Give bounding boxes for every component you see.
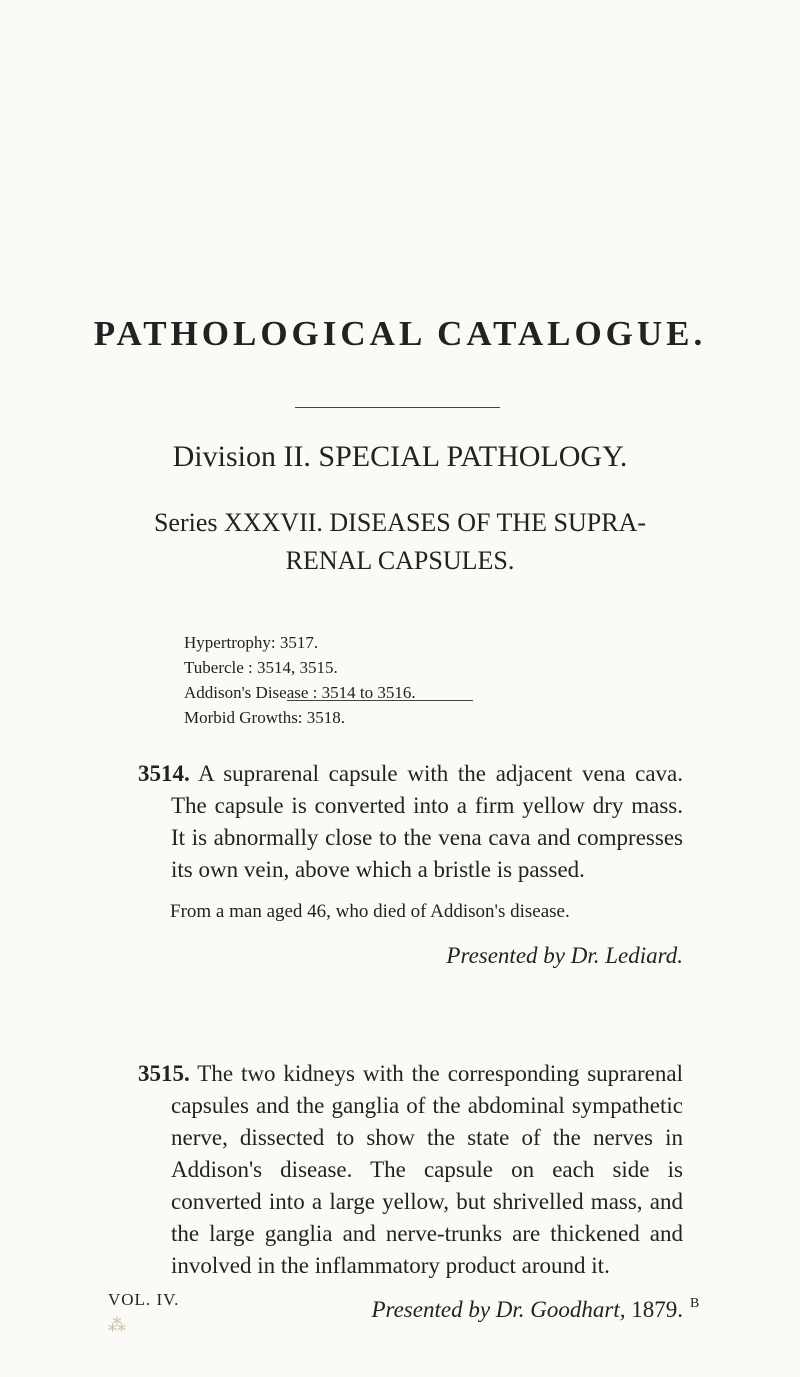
entry-body — [138, 1058, 683, 1282]
index-item: Hypertrophy: 3517. — [184, 633, 319, 652]
volume-label: VOL. IV. — [108, 1290, 180, 1309]
entry-number: 3515. — [138, 1061, 190, 1086]
catalogue-entry-3514 — [138, 758, 683, 972]
entry-provenance: From a man aged 46, who died of Addison's disease. — [170, 901, 570, 922]
subject-index — [184, 630, 416, 730]
series-heading-line-2: RENAL CAPSULES. — [285, 546, 515, 575]
top-divider — [295, 407, 500, 408]
page-title: PATHOLOGICAL CATALOGUE. — [93, 314, 707, 353]
entry-text: The two kidneys with the corresponding suprarenal capsules and the ganglia of the abdominal sympathetic nerve, dissected to show the state of the nerves in Addison's disease. The capsule on each side is converted into a large yellow, but shrivelled mass, and the large ganglia and nerve-trunks are thickened and involved in the inflammatory product around it. — [171, 1061, 683, 1278]
entry-presenter-name: Presented by Dr. Goodhart, — [371, 1297, 626, 1322]
entry-presenter: Presented by Dr. Lediard. — [446, 943, 683, 968]
index-item: Addison's Disease : 3514 to 3516. — [184, 683, 416, 702]
series-heading — [0, 504, 800, 580]
signature-mark: B — [690, 1296, 700, 1311]
entry-presenter-year: 1879. — [631, 1297, 683, 1322]
entry-text: A suprarenal capsule with the adjacent vena cava. The capsule is converted into a firm yellow dry mass. It is abnormally close to the vena cava and compresses its own vein, above which a bristle is passed. — [171, 761, 683, 882]
library-stamp-icon: ⁂ — [108, 1315, 126, 1335]
catalogue-entry-3515 — [138, 1058, 683, 1326]
entry-presenter — [138, 1294, 683, 1326]
index-item: Tubercle : 3514, 3515. — [184, 658, 338, 677]
series-heading-line-1: Series XXXVII. DISEASES OF THE SUPRA- — [153, 508, 647, 537]
index-item: Morbid Growths: 3518. — [184, 708, 346, 727]
entry-number: 3514. — [138, 761, 190, 786]
division-heading: Division II. SPECIAL PATHOLOGY. — [172, 440, 628, 473]
middle-divider — [287, 700, 473, 701]
entry-body — [138, 758, 683, 886]
